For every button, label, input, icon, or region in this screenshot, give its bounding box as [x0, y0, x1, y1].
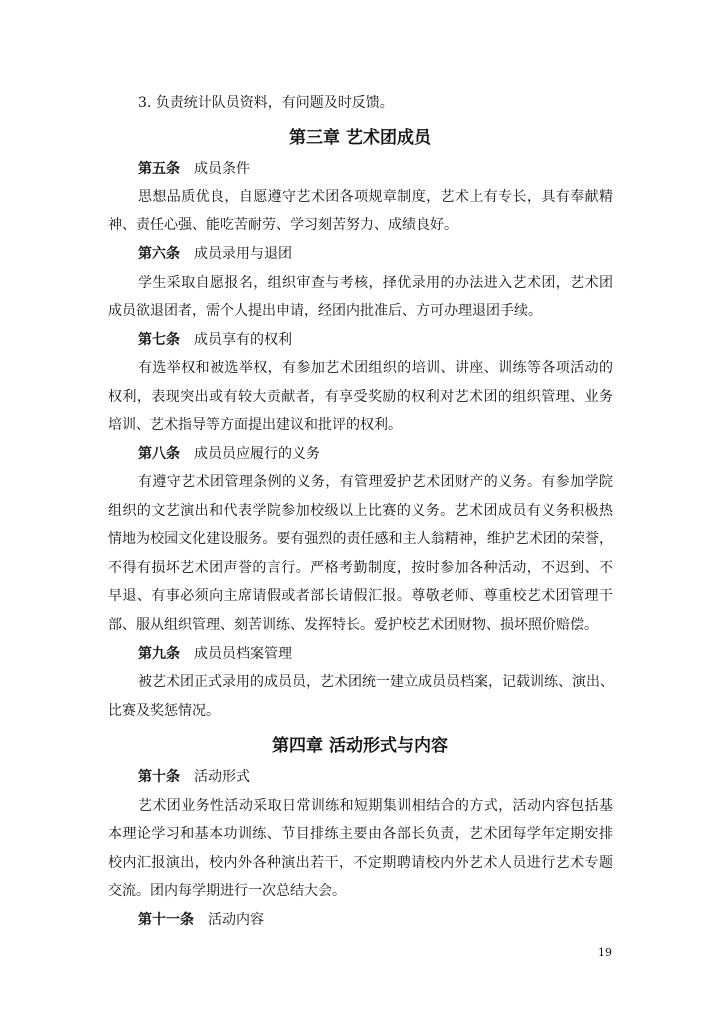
article-number: 第五条 [138, 161, 180, 177]
article-5-heading [138, 158, 250, 178]
article-number: 第七条 [138, 332, 180, 348]
paragraph-line: 神、责任心强、能吃苦耐劳、学习刻苦努力、成绩良好。 [108, 217, 458, 233]
paragraph-line: 组织的文艺演出和代表学院参加校级以上比赛的义务。艺术团成员有义务积极热 [108, 503, 613, 519]
paragraph-line: 不得有损坏艺术团声誉的言行。严格考勤制度，按时参加各种活动，不迟到、不 [108, 560, 613, 576]
article-11-heading [138, 909, 264, 929]
article-title: 成员录用与退团 [194, 246, 292, 262]
article-number: 第八条 [138, 446, 180, 462]
article-number: 第九条 [138, 646, 180, 662]
page-number: 19 [598, 946, 612, 959]
paragraph-line: 有遵守艺术团管理条例的义务，有管理爱护艺术团财产的义务。有参加学院 [138, 474, 613, 490]
article-title: 成员员档案管理 [194, 646, 292, 662]
article-number: 第十一条 [138, 912, 194, 928]
article-title: 活动内容 [208, 912, 264, 928]
paragraph-line: 比赛及奖惩情况。 [108, 703, 220, 719]
paragraph-line: 学生采取自愿报名，组织审查与考核，择优录用的办法进入艺术团，艺术团 [138, 275, 613, 291]
article-title: 活动形式 [194, 769, 250, 785]
article-10-heading [138, 766, 250, 786]
article-title: 成员条件 [194, 161, 250, 177]
paragraph-line: 早退、有事必须向主席请假或者部长请假汇报。尊敬老师、尊重校艺术团管理干 [108, 588, 613, 604]
paragraph-line: 交流。团内每学期进行一次总结大会。 [108, 883, 346, 899]
paragraph-line: 思想品质优良，自愿遵守艺术团各项规章制度，艺术上有专长，具有奉献精 [138, 189, 613, 205]
paragraph-line: 本理论学习和基本功训练、节目排练主要由各部长负责，艺术团每学年定期安排 [108, 826, 613, 842]
paragraph-line: 情地为校园文化建设服务。要有强烈的责任感和主人翁精神，维护艺术团的荣誉， [108, 531, 613, 547]
article-number: 第六条 [138, 246, 180, 262]
paragraph-line: 成员欲退团者，需个人提出申请，经团内批准后、方可办理退团手续。 [108, 303, 542, 319]
chapter-4-heading: 第四章 活动形式与内容 [272, 736, 448, 756]
article-8-heading [138, 443, 320, 463]
paragraph-line: 部、服从组织管理、刻苦训练、发挥特长。爱护校艺术团财物、损坏照价赔偿。 [108, 617, 598, 633]
paragraph-line: 艺术团业务性活动采取日常训练和短期集训相结合的方式，活动内容包括基 [138, 798, 613, 814]
paragraph-line: 被艺术团正式录用的成员员，艺术团统一建立成员员档案，记载训练、演出、 [138, 674, 614, 690]
article-9-heading [138, 643, 292, 663]
list-item-3: 3. 负责统计队员资料，有问题及时反馈。 [138, 95, 394, 111]
article-title: 成员享有的权利 [194, 332, 292, 348]
chapter-3-heading: 第三章 艺术团成员 [289, 128, 431, 148]
paragraph-line: 培训、艺术指导等方面提出建议和批评的权利。 [108, 417, 402, 433]
paragraph-line: 权利，表现突出或有较大贡献者，有享受奖励的权利对艺术团的组织管理、业务 [108, 389, 613, 405]
article-7-heading [138, 329, 292, 349]
article-6-heading [138, 243, 292, 263]
paragraph-line: 校内汇报演出，校内外各种演出若干，不定期聘请校内外艺术人员进行艺术专题 [108, 855, 613, 871]
paragraph-line: 有选举权和被选举权，有参加艺术团组织的培训、讲座、训练等各项活动的 [138, 360, 613, 376]
article-title: 成员员应履行的义务 [194, 446, 320, 462]
article-number: 第十条 [138, 769, 180, 785]
